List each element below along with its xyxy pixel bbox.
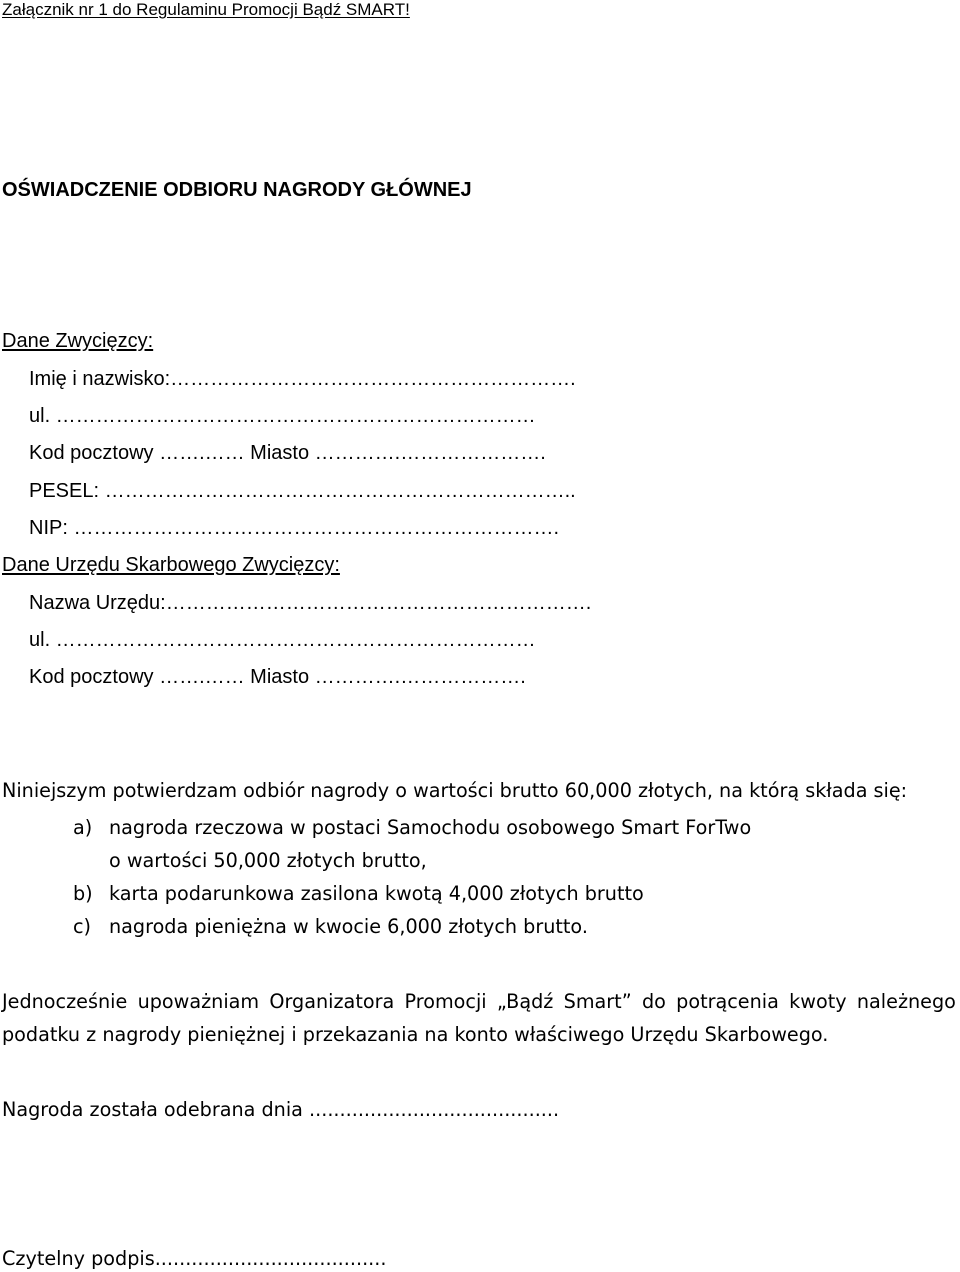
tax-office-postal-city-field: Kod pocztowy …….…… Miasto ………….……………….	[29, 666, 526, 688]
tax-office-section-heading: Dane Urzędu Skarbowego Zwycięzcy:	[2, 554, 340, 576]
list-marker-c: c)	[73, 915, 92, 938]
tax-office-street-field: ul. ………………………………………………………………	[29, 629, 536, 651]
winner-street-field: ul. ………………………………………………………………	[29, 405, 536, 427]
winner-nip-field: NIP: ……………………………………………………………….	[29, 517, 560, 539]
document-title: OŚWIADCZENIE ODBIORU NAGRODY GŁÓWNEJ	[2, 179, 472, 201]
prize-item-car: nagroda rzeczowa w postaci Samochodu osobowego Smart ForTwo	[109, 816, 752, 839]
authorization-line-1: Jednocześnie upoważniam Organizatora Promocji „Bądź Smart” do potrącenia kwoty należnego	[2, 990, 956, 1013]
winner-pesel-field: PESEL: ……………………………………………………………..	[29, 480, 576, 502]
signature-field: Czytelny podpis......................................	[2, 1247, 387, 1270]
authorization-line-2: podatku z nagrody pieniężnej i przekazania na konto właściwego Urzędu Skarbowego.	[2, 1023, 829, 1046]
winner-section-heading: Dane Zwycięzcy:	[2, 330, 154, 352]
winner-postal-city-field: Kod pocztowy …….…… Miasto ………….………………….	[29, 442, 546, 464]
prize-item-cash: nagroda pieniężna w kwocie 6,000 złotych brutto.	[109, 915, 588, 938]
prize-item-car-value: o wartości 50,000 złotych brutto,	[109, 849, 427, 872]
confirmation-intro: Niniejszym potwierdzam odbiór nagrody o wartości brutto 60,000 złotych, na którą składa się:	[2, 779, 908, 802]
list-marker-b: b)	[73, 882, 93, 905]
header-attachment-line: Załącznik nr 1 do Regulaminu Promocji Bądź SMART!	[2, 0, 410, 19]
winner-name-field: Imię i nazwisko:…………………………………………………….	[29, 368, 576, 390]
received-date-field: Nagroda została odebrana dnia .........................................	[2, 1098, 560, 1121]
list-marker-a: a)	[73, 816, 93, 839]
prize-item-gift-card: karta podarunkowa zasilona kwotą 4,000 złotych brutto	[109, 882, 644, 905]
tax-office-name-field: Nazwa Urzędu:……………………………………………………….	[29, 592, 592, 614]
